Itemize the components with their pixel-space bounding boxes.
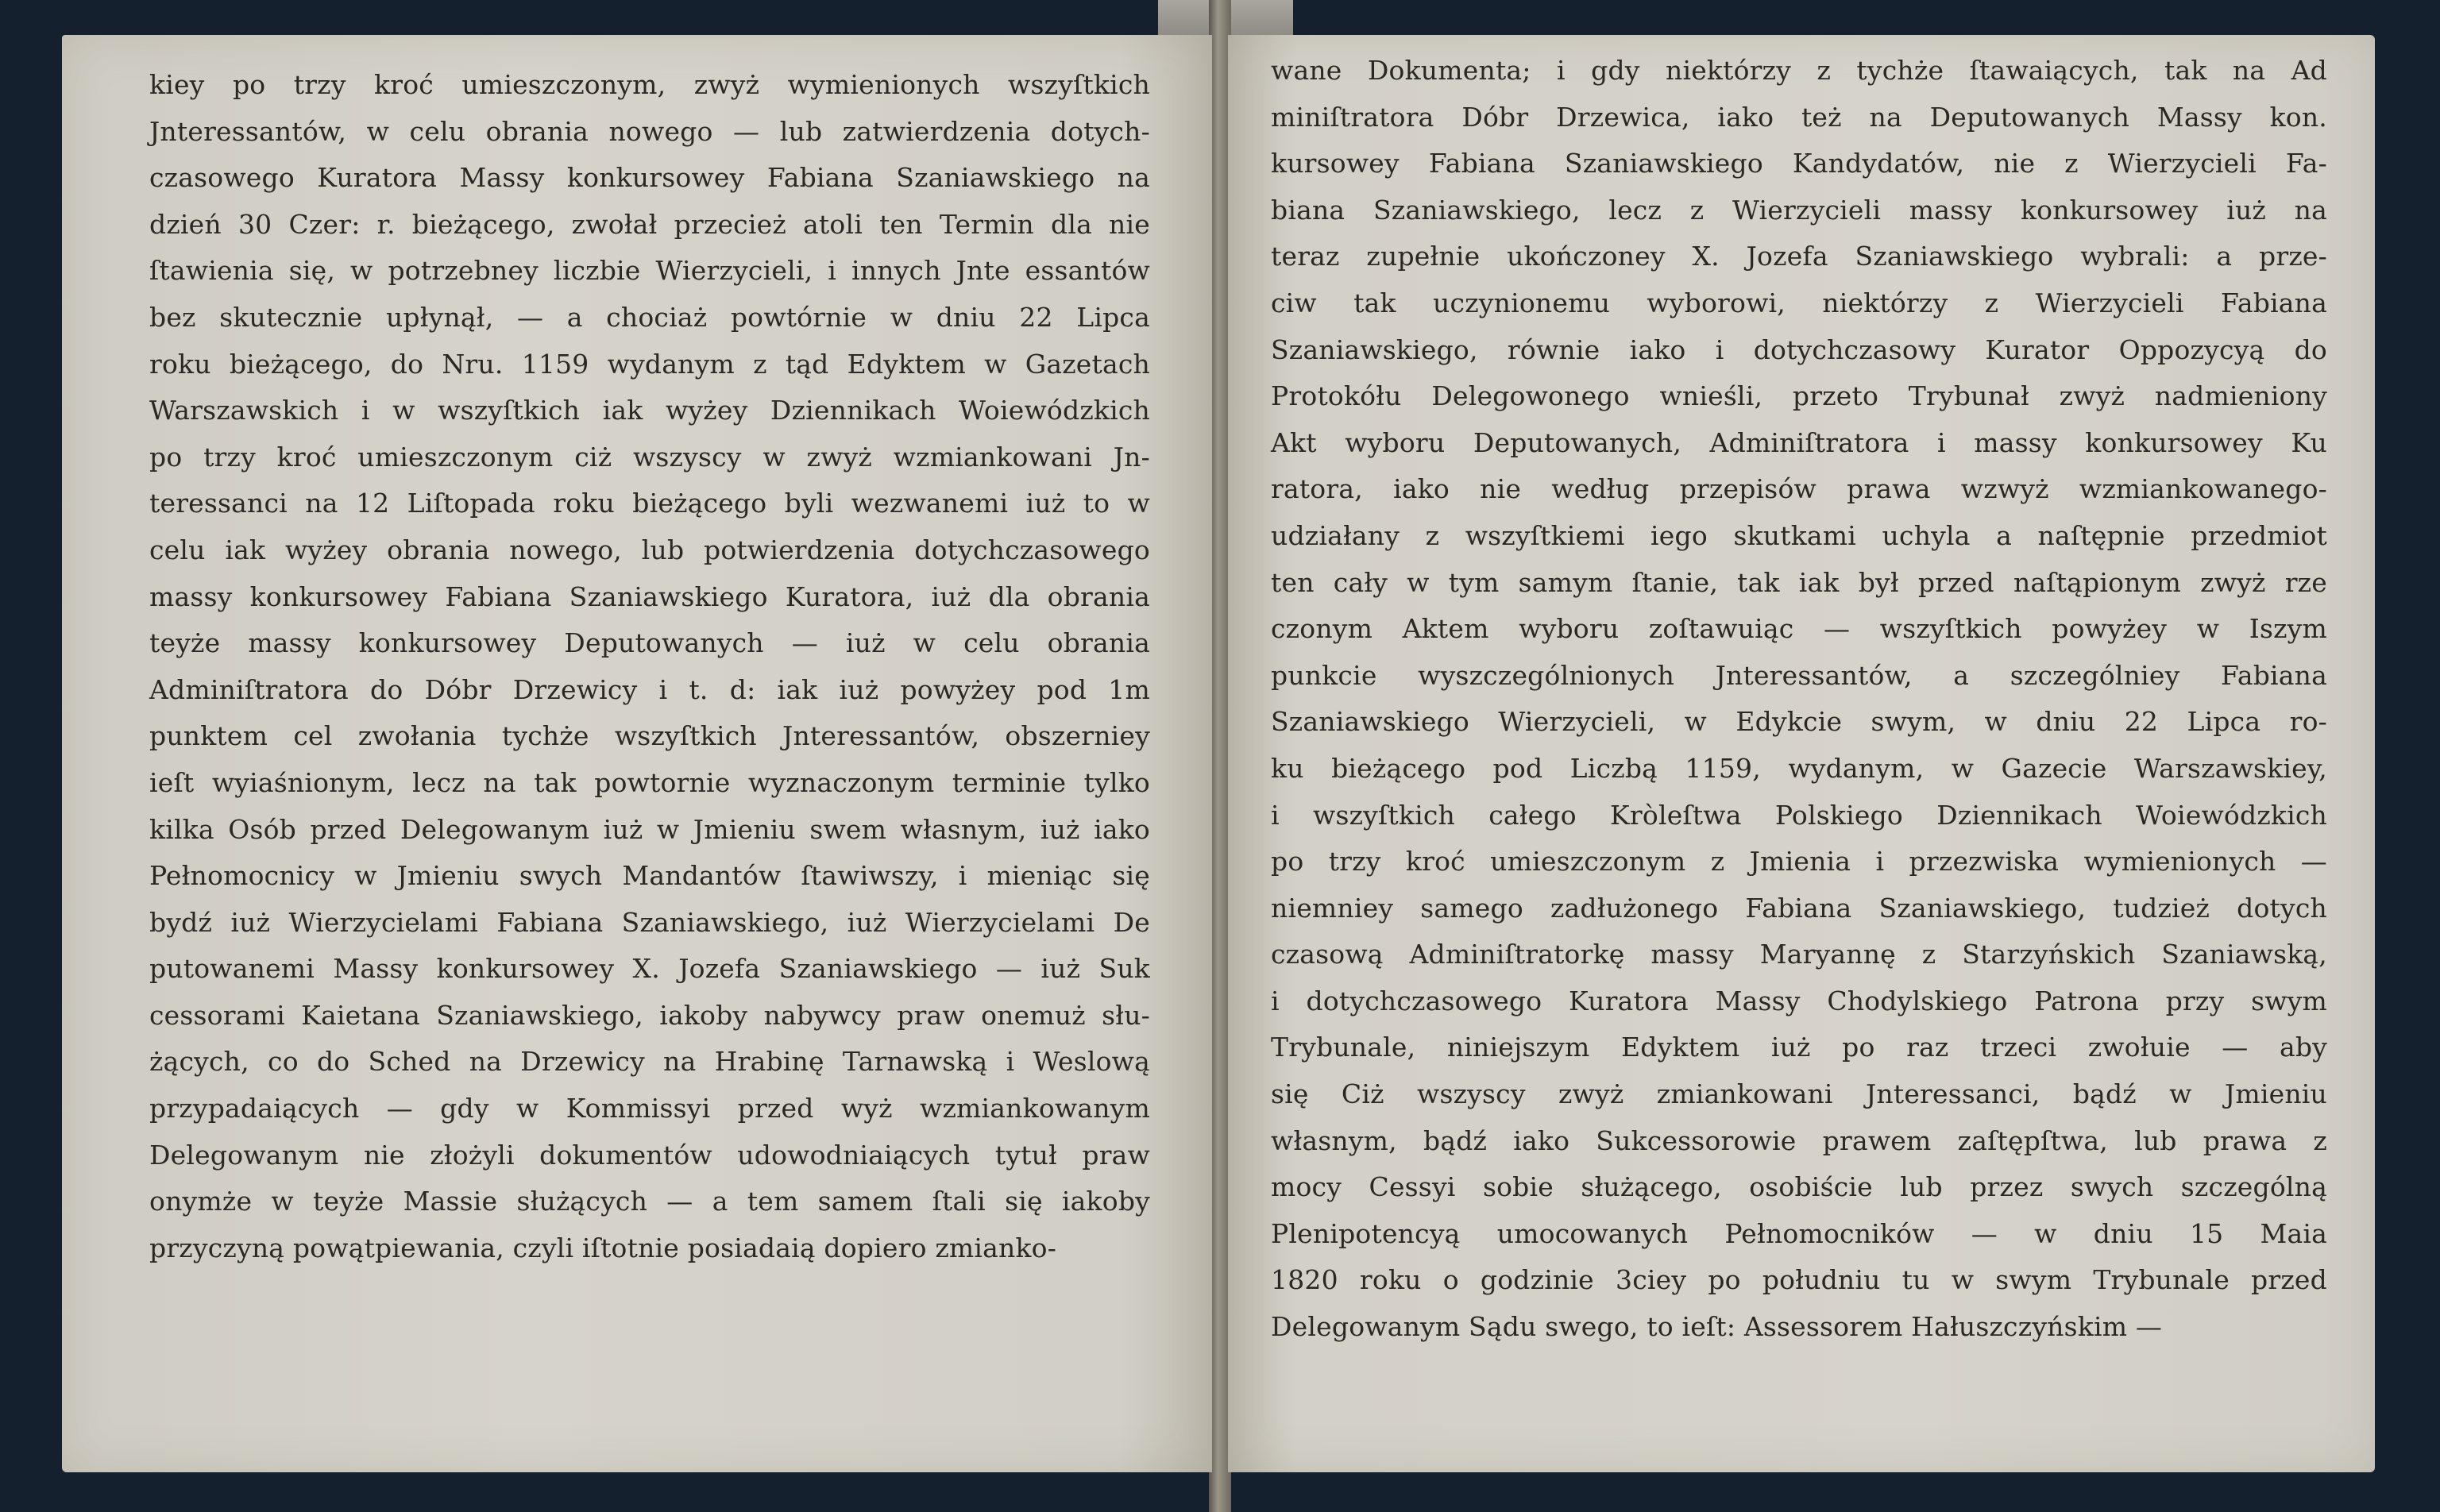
text-line: przyczyną powątpiewania, czyli iſtotnie posiadaią dopiero zmianko- <box>149 1232 1057 1263</box>
text-line: onymże w teyże Massie służących — a tem samem ſtali się iakoby <box>149 1186 1150 1217</box>
text-line: ieſt wyiaśnionym, lecz na tak powtornie wyznaczonym terminie tylko <box>149 766 1150 798</box>
text-line: teraz zupełnie ukończoney X. Jozefa Szaniawskiego wybrali: a prze- <box>1271 241 2327 272</box>
text-line: przypadaiących — gdy w Kommissyi przed wyż wzmiankowanym <box>149 1093 1150 1124</box>
text-line: Delegowanym Sądu swego, to ieſt: Assessorem Hałuszczyńskim — <box>1271 1311 2163 1343</box>
text-line: własnym, bądź iako Sukcessorowie prawem zaſtępſtwa, lub prawa z <box>1271 1124 2327 1156</box>
text-line: mocy Cessyi sobie służącego, osobiście lub przez swych szczególną <box>1271 1171 2327 1203</box>
text-line: Plenipotencyą umocowanych Pełnomocników — w dniu 15 Maia <box>1271 1217 2327 1249</box>
text-line: Adminiſtratora do Dóbr Drzewicy i t. d: iak iuż powyżey pod 1m <box>149 673 1150 705</box>
text-line: ſtawienia się, w potrzebney liczbie Wierzycieli, i innych Jnte essantów <box>149 255 1150 287</box>
text-line: wane Dokumenta; i gdy niektórzy z tychże ſtawaiących, tak na Ad <box>1271 55 2327 86</box>
left-page-text <box>149 62 1150 1271</box>
text-line: ciw tak uczynionemu wyborowi, niektórzy z Wierzycieli Fabiana <box>1271 287 2327 318</box>
text-line: teyże massy konkursowey Deputowanych — iuż w celu obrania <box>149 627 1150 659</box>
text-line: ratora, iako nie według przepisów prawa wzwyż wzmiankowanego- <box>1271 473 2327 505</box>
text-line: bydź iuż Wierzycielami Fabiana Szaniawskiego, iuż Wierzycielami De <box>149 906 1150 938</box>
right-page-text <box>1271 48 2327 1351</box>
left-page <box>62 35 1212 1472</box>
text-line: i dotychczasowego Kuratora Massy Chodylskiego Patrona przy swym <box>1271 985 2327 1016</box>
text-line: po trzy kroć umieszczonym z Jmienia i przezwiska wymienionych — <box>1271 846 2327 878</box>
text-line: miniſtratora Dóbr Drzewica, iako też na Deputowanych Massy kon. <box>1271 101 2327 133</box>
text-line: Szaniawskiego, równie iako i dotychczasowy Kurator Oppozycyą do <box>1271 334 2327 365</box>
text-line: Pełnomocnicy w Jmieniu swych Mandantów ſtawiwszy, i mieniąc się <box>149 860 1150 892</box>
text-line: żących, co do Sched na Drzewicy na Hrabinę Tarnawską i Weslową <box>149 1046 1150 1078</box>
text-line: dzień 30 Czer: r. bieżącego, zwołał przecież atoli ten Termin dla nie <box>149 208 1150 240</box>
text-line: celu iak wyżey obrania nowego, lub potwierdzenia dotychczasowego <box>149 534 1150 565</box>
text-line: kilka Osób przed Delegowanym iuż w Jmieniu swem własnym, iuż iako <box>149 813 1150 845</box>
text-line: punkcie wyszczególnionych Jnteressantów, a szczególniey Fabiana <box>1271 659 2327 691</box>
text-line: 1820 roku o godzinie 3ciey po południu tu w swym Trybunale przed <box>1271 1264 2327 1296</box>
text-line: Warszawskich i w wszyſtkich iak wyżey Dziennikach Woiewódzkich <box>149 395 1150 426</box>
text-line: Szaniawskiego Wierzycieli, w Edykcie swym, w dniu 22 Lipca ro- <box>1271 706 2327 738</box>
text-line: po trzy kroć umieszczonym ciż wszyscy w zwyż wzmiankowani Jn- <box>149 441 1150 472</box>
text-line: czasową Adminiſtratorkę massy Maryannę z Starzyńskich Szaniawską, <box>1271 939 2327 970</box>
text-line: niemniey samego zadłużonego Fabiana Szaniawskiego, tudzież dotych <box>1271 892 2327 924</box>
text-line: punktem cel zwołania tychże wszyſtkich Jnteressantów, obszerniey <box>149 720 1150 752</box>
text-line: ten cały w tym samym ſtanie, tak iak był przed naſtąpionym zwyż rze <box>1271 566 2327 598</box>
text-line: cessorami Kaietana Szaniawskiego, iakoby nabywcy praw onemuż słu- <box>149 999 1150 1031</box>
text-line: się Ciż wszyscy zwyż zmiankowani Jnteressanci, bądź w Jmieniu <box>1271 1078 2327 1110</box>
text-line: Jnteressantów, w celu obrania nowego — lub zatwierdzenia dotych- <box>149 115 1150 147</box>
text-line: roku bieżącego, do Nru. 1159 wydanym z tąd Edyktem w Gazetach <box>149 348 1150 380</box>
text-line: Trybunale, niniejszym Edyktem iuż po raz trzeci zwołuie — aby <box>1271 1032 2327 1063</box>
text-line: bez skutecznie upłynął, — a chociaż powtórnie w dniu 22 Lipca <box>149 301 1150 333</box>
text-line: Akt wyboru Deputowanych, Adminiſtratora i massy konkursowey Ku <box>1271 426 2327 458</box>
text-line: biana Szaniawskiego, lecz z Wierzycieli massy konkursowey iuż na <box>1271 194 2327 226</box>
text-line: Delegowanym nie złożyli dokumentów udowodniaiących tytuł praw <box>149 1139 1150 1171</box>
text-line: czonym Aktem wyboru zoſtawuiąc — wszyſtkich powyżey w Iszym <box>1271 613 2327 645</box>
text-line: teressanci na 12 Liſtopada roku bieżącego byli wezwanemi iuż to w <box>149 488 1150 519</box>
text-line: Protokółu Delegowonego wnieśli, przeto Trybunał zwyż nadmieniony <box>1271 380 2327 412</box>
text-line: massy konkursowey Fabiana Szaniawskiego Kuratora, iuż dla obrania <box>149 580 1150 612</box>
text-line: ku bieżącego pod Liczbą 1159, wydanym, w Gazecie Warszawskiey, <box>1271 752 2327 784</box>
text-line: i wszyſtkich całego Kròleſtwa Polskiego Dziennikach Woiewódzkich <box>1271 799 2327 831</box>
text-line: kursowey Fabiana Szaniawskiego Kandydatów, nie z Wierzycieli Fa- <box>1271 148 2327 179</box>
text-line: putowanemi Massy konkursowey X. Jozefa Szaniawskiego — iuż Suk <box>149 953 1150 985</box>
text-line: kiey po trzy kroć umieszczonym, zwyż wymienionych wszyſtkich <box>149 69 1150 100</box>
right-page <box>1228 35 2375 1472</box>
text-line: udziałany z wszyſtkiemi iego skutkami uchyla a naſtępnie przedmiot <box>1271 519 2327 551</box>
text-line: czasowego Kuratora Massy konkursowey Fabiana Szaniawskiego na <box>149 162 1150 194</box>
